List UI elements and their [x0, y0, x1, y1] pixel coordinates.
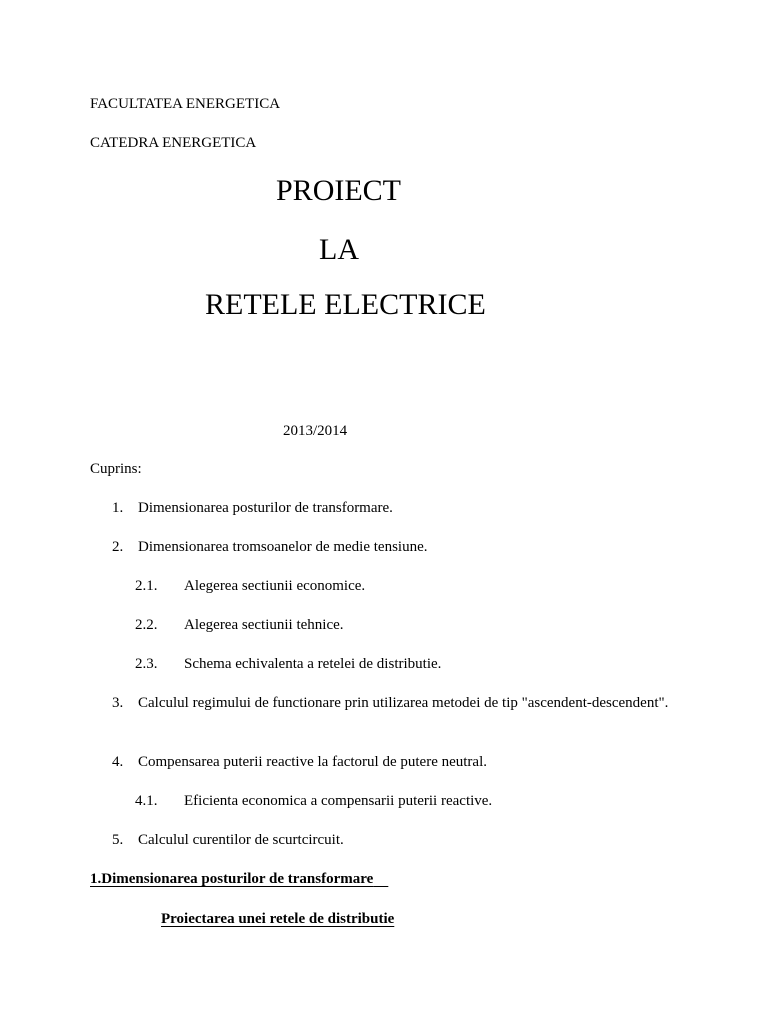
title-line-2: LA	[319, 233, 359, 266]
toc-item-text: Dimensionarea tromsoanelor de medie tensiune.	[138, 539, 428, 555]
toc-item-text: Compensarea puterii reactive la factorul de putere neutral.	[138, 754, 487, 770]
toc-heading: Cuprins:	[90, 461, 142, 477]
toc-item-number: 4.1.	[135, 793, 158, 809]
academic-year: 2013/2014	[283, 423, 348, 439]
toc-item-2	[112, 538, 692, 556]
toc-item-4	[112, 753, 692, 771]
toc-item-number: 3.	[112, 695, 124, 711]
toc-item-number: 2.2.	[135, 617, 158, 633]
heading-underline-tail	[373, 870, 389, 888]
toc-item-2-3	[135, 655, 695, 673]
toc-item-number: 1.	[112, 500, 124, 516]
section-heading-text: 1.Dimensionarea posturilor de transformare	[90, 871, 374, 887]
toc-item-number: 2.3.	[135, 656, 158, 672]
toc-item-text: Alegerea sectiunii economice.	[184, 578, 366, 594]
faculty-name: FACULTATEA ENERGETICA	[90, 96, 281, 112]
toc-item-number: 2.	[112, 539, 124, 555]
toc-item-4-1	[135, 792, 695, 810]
toc-item-text: Dimensionarea posturilor de transformare.	[138, 500, 393, 516]
section-subheading: Proiectarea unei retele de distributie	[161, 911, 395, 927]
toc-item-number: 4.	[112, 754, 124, 770]
department-name: CATEDRA ENERGETICA	[90, 135, 257, 151]
toc-item-number: 2.1.	[135, 578, 158, 594]
toc-item-1	[112, 499, 692, 517]
toc-item-number: 5.	[112, 832, 124, 848]
toc-item-text: Calculul curentilor de scurtcircuit.	[138, 832, 344, 848]
section-heading	[90, 870, 389, 888]
title-line-3: RETELE ELECTRICE	[205, 288, 486, 321]
title-line-1: PROIECT	[276, 174, 402, 207]
toc-item-text: Alegerea sectiunii tehnice.	[184, 617, 344, 633]
toc-item-3	[112, 694, 692, 732]
toc-item-2-2	[135, 616, 695, 634]
toc-item-5	[112, 831, 692, 849]
toc-item-2-1	[135, 577, 695, 595]
toc-item-text: Calculul regimului de functionare prin utilizarea metodei de tip "ascendent-descendent".	[138, 695, 669, 711]
toc-item-text: Eficienta economica a compensarii puterii reactive.	[184, 793, 493, 809]
toc-item-text: Schema echivalenta a retelei de distributie.	[184, 656, 442, 672]
